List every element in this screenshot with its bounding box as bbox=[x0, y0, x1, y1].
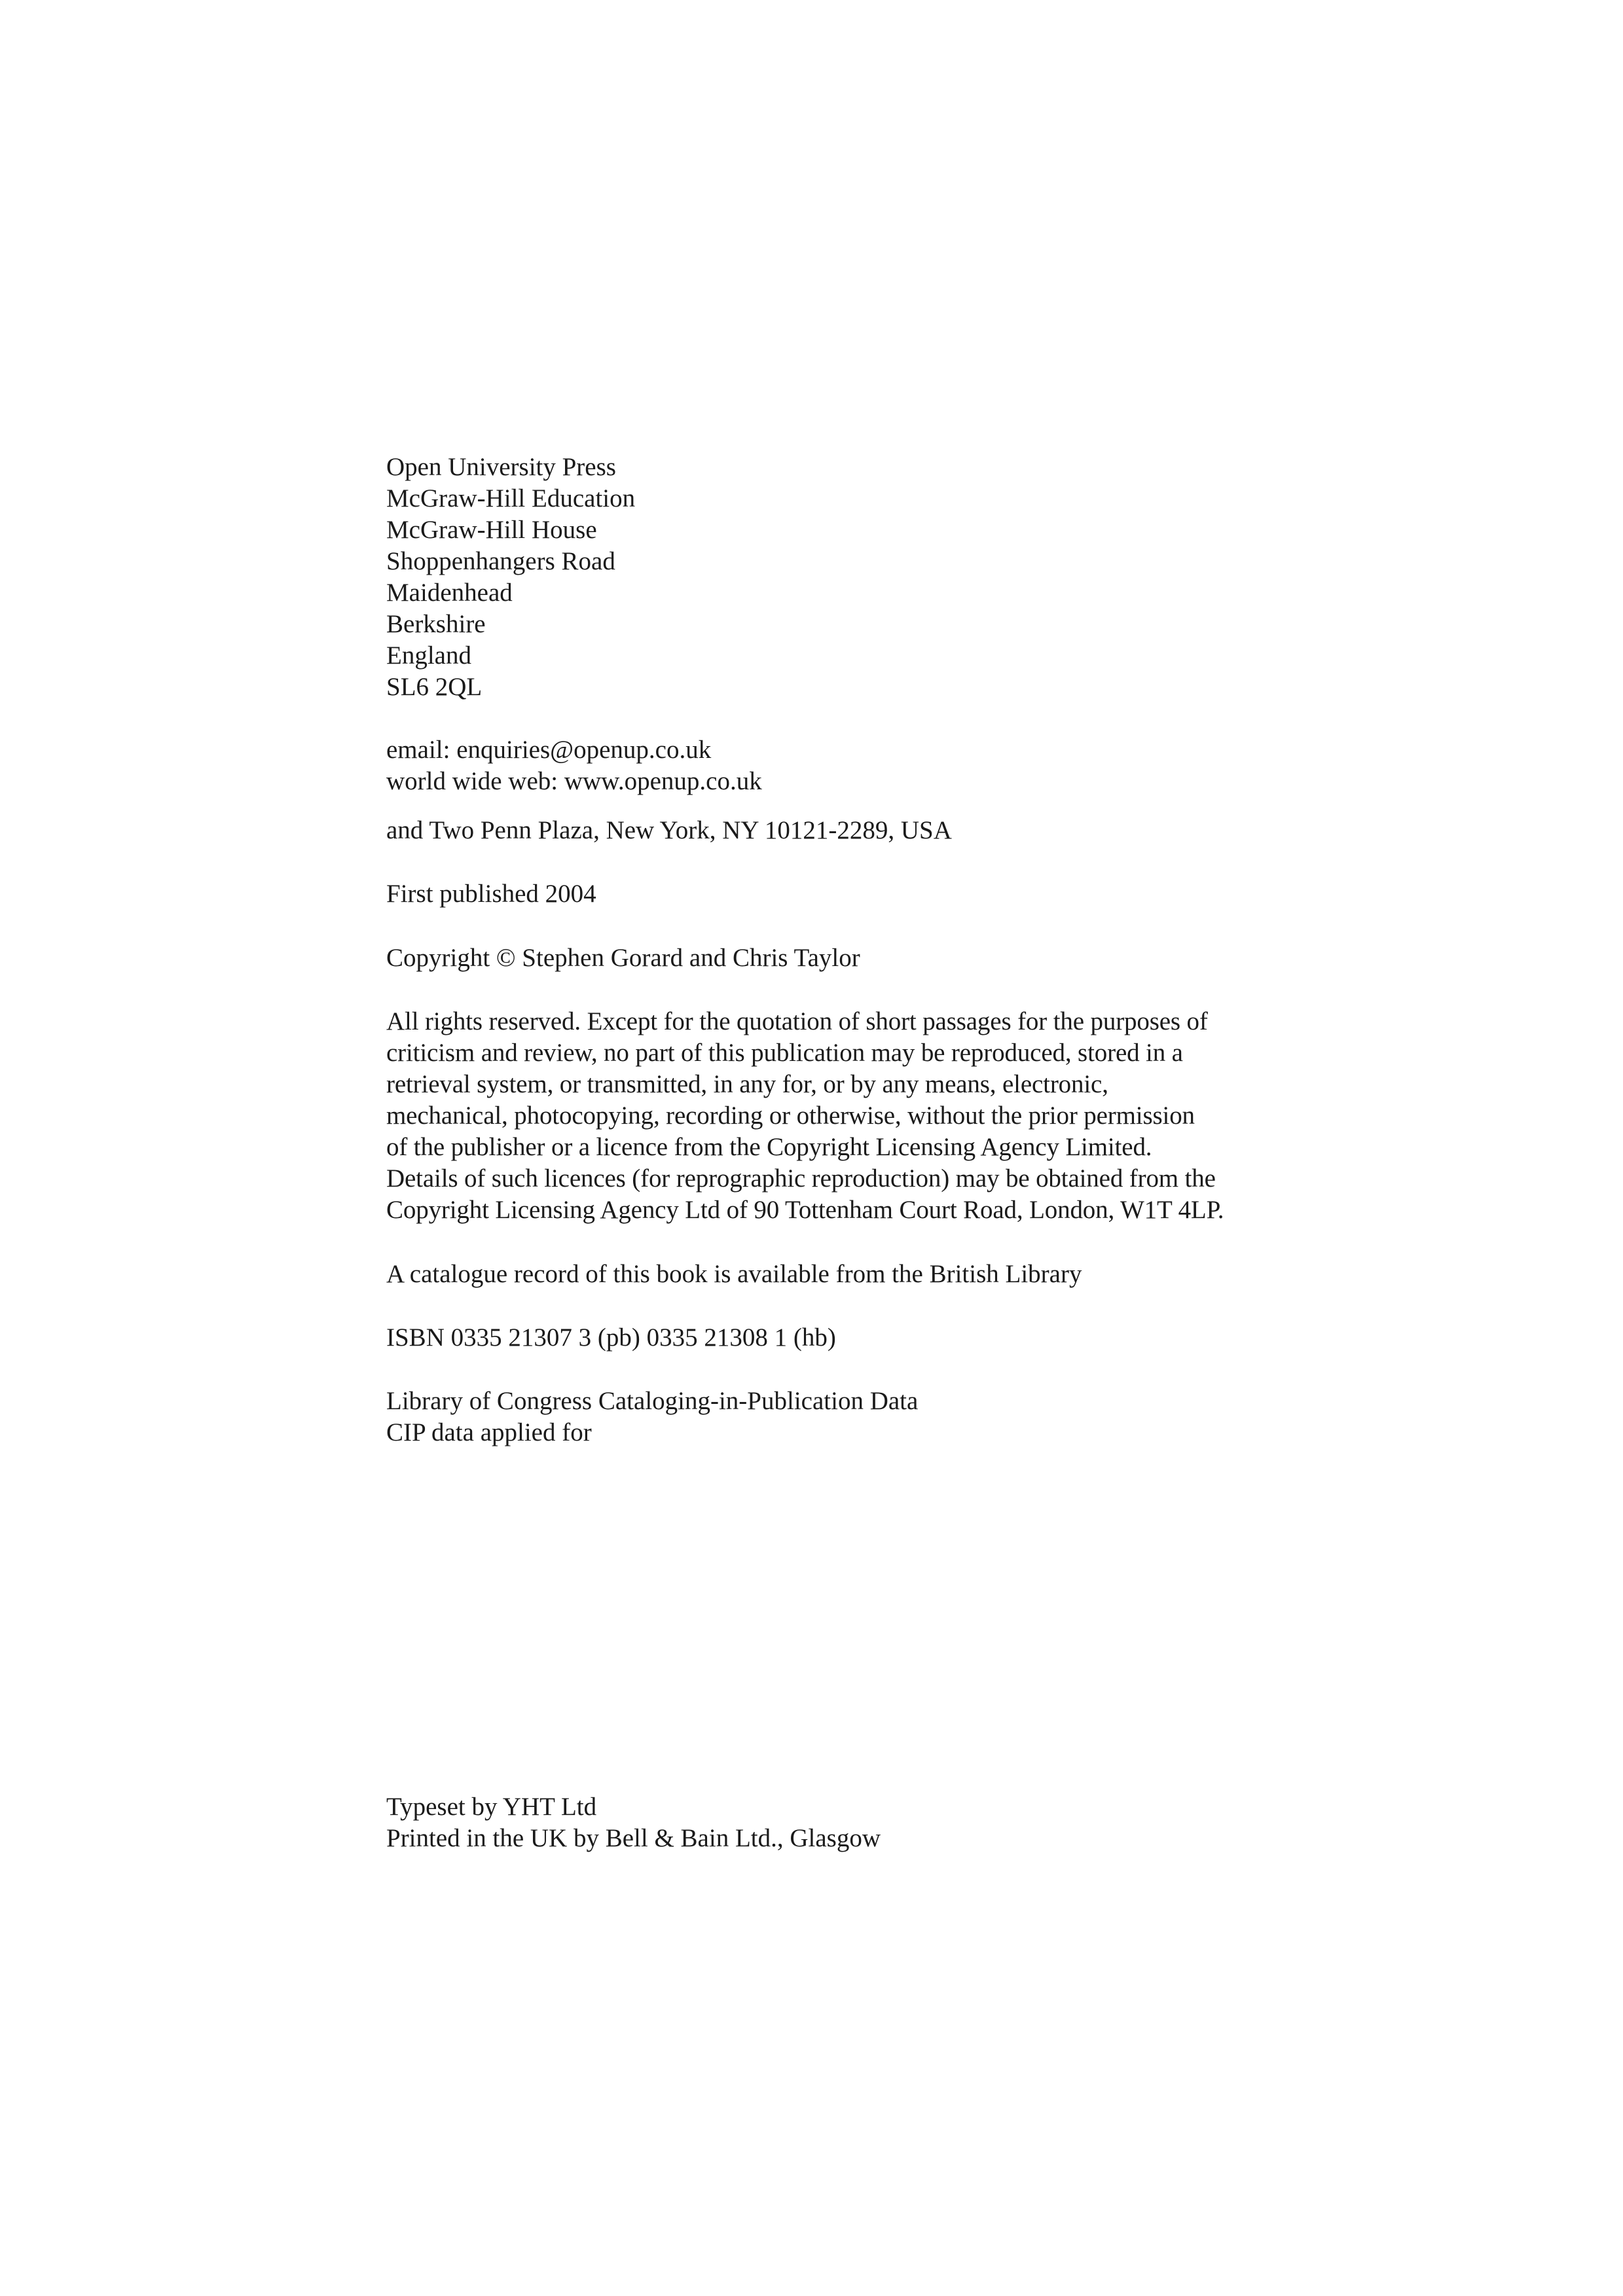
production-credits bbox=[386, 1791, 1316, 1854]
publisher-address bbox=[386, 452, 1316, 703]
catalogue-record bbox=[386, 1259, 1316, 1290]
cip-data bbox=[386, 1386, 1316, 1448]
catalogue-line: A catalogue record of this book is available from the British Library bbox=[386, 1260, 1082, 1288]
address-line: McGraw-Hill House bbox=[386, 516, 597, 544]
address-line: Maidenhead bbox=[386, 579, 513, 607]
copyright-notice bbox=[386, 942, 1316, 974]
address-line: SL6 2QL bbox=[386, 673, 483, 701]
isbn-line: ISBN 0335 21307 3 (pb) 0335 21308 1 (hb) bbox=[386, 1323, 836, 1352]
printer-line: Printed in the UK by Bell & Bain Ltd., Glasgow bbox=[386, 1824, 881, 1852]
typeset-line: Typeset by YHT Ltd bbox=[386, 1793, 597, 1821]
copyright-line: Copyright © Stephen Gorard and Chris Taylor bbox=[386, 944, 860, 972]
address-line: England bbox=[386, 641, 471, 670]
us-address bbox=[386, 815, 1316, 846]
rights-statement bbox=[386, 1006, 1316, 1226]
first-published bbox=[386, 878, 1316, 910]
us-address-line: and Two Penn Plaza, New York, NY 10121-2289, USA bbox=[386, 816, 952, 844]
rights-line: Copyright Licensing Agency Ltd of 90 Tottenham Court Road, London, W1T 4LP. bbox=[386, 1196, 1224, 1224]
rights-line: All rights reserved. Except for the quotation of short passages for the purposes of bbox=[386, 1007, 1208, 1035]
email-line: email: enquiries@openup.co.uk bbox=[386, 736, 712, 764]
rights-line: mechanical, photocopying, recording or otherwise, without the prior permission bbox=[386, 1102, 1195, 1130]
website-line: world wide web: www.openup.co.uk bbox=[386, 767, 762, 795]
cip-line: CIP data applied for bbox=[386, 1418, 592, 1446]
rights-line: retrieval system, or transmitted, in any for, or by any means, electronic, bbox=[386, 1070, 1108, 1098]
rights-line: criticism and review, no part of this publication may be reproduced, stored in a bbox=[386, 1039, 1183, 1067]
address-line: Berkshire bbox=[386, 610, 486, 638]
isbn bbox=[386, 1322, 1316, 1354]
first-published-line: First published 2004 bbox=[386, 880, 596, 908]
address-line: Shoppenhangers Road bbox=[386, 547, 615, 575]
cip-line: Library of Congress Cataloging-in-Publication Data bbox=[386, 1387, 919, 1415]
rights-line: Details of such licences (for reprographic reproduction) may be obtained from the bbox=[386, 1164, 1216, 1193]
rights-line: of the publisher or a licence from the Copyright Licensing Agency Limited. bbox=[386, 1133, 1152, 1161]
address-line: Open University Press bbox=[386, 453, 616, 481]
contact-info bbox=[386, 734, 1316, 797]
address-line: McGraw-Hill Education bbox=[386, 484, 636, 512]
